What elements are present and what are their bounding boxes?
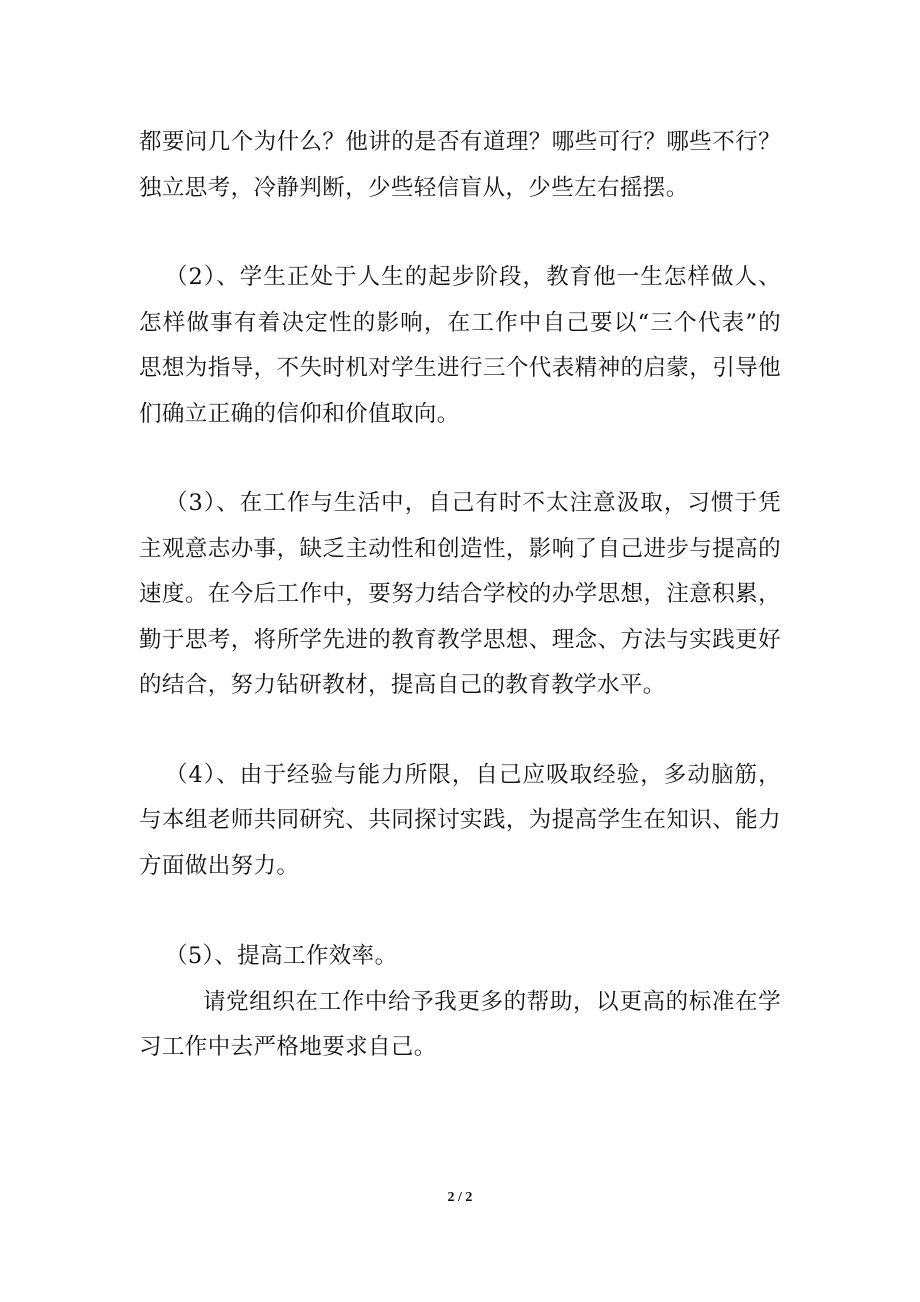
paragraph-spacer xyxy=(139,709,781,753)
paragraph-item-5: （5）、提高工作效率。 xyxy=(165,943,398,969)
paragraph-item-2: （2）、学生正处于人生的起步阶段，教育他一生怎样做人、怎样做事有着决定性的影响，在工作中自己要以“三个代表”的思想为指导，不失时机对学生进行三个代表精神的启蒙，引导他们确立正确的信仰和价值取向。 xyxy=(139,264,781,427)
paragraph-spacer xyxy=(139,437,781,481)
paragraph-item-4: （4）、由于经验与能力所限，自己应吸取经验，多动脑筋，与本组老师共同研究、共同探讨实践，为提高学生在知识、能力方面做出努力。 xyxy=(139,761,781,879)
page-number: 2 / 2 xyxy=(447,1190,473,1205)
paragraph-spacer xyxy=(139,889,781,934)
paragraph-spacer xyxy=(139,211,781,255)
document-body xyxy=(139,120,781,1071)
paragraph-item-3: （3）、在工作与生活中，自己有时不太注意汲取，习惯于凭主观意志办事，缺乏主动性和创造性，影响了自己进步与提高的速度。在今后工作中，要努力结合学校的办学思想，注意积累，勤于思考，将所学先进的教育教学思想、理念、方法与实践更好的结合，努力钻研教材，提高自己的教育教学水平。 xyxy=(139,490,781,698)
paragraph-closing: 请党组织在工作中给予我更多的帮助，以更高的标准在学习工作中去严格地要求自己。 xyxy=(139,988,781,1060)
paragraph-continuation: 都要问几个为什么？他讲的是否有道理？哪些可行？哪些不行？独立思考，冷静判断，少些轻信盲从，少些左右摇摆。 xyxy=(139,129,781,201)
